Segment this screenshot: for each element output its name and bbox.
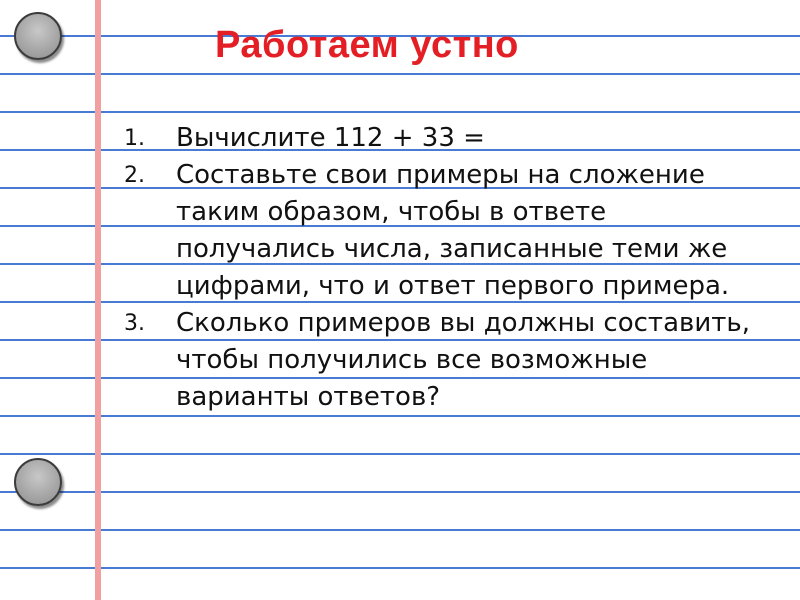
task-number: 1. xyxy=(124,126,145,151)
task-item xyxy=(120,120,770,157)
task-text: Вычислите 112 + 33 = xyxy=(176,123,485,153)
task-item xyxy=(120,305,770,416)
slide-title: Работаем устно xyxy=(215,24,519,66)
binder-hole-icon xyxy=(14,458,62,506)
binder-hole-icon xyxy=(14,12,62,60)
task-list xyxy=(120,120,770,416)
task-number: 3. xyxy=(124,311,145,336)
task-text: Составьте свои примеры на сложение таким образом, чтобы в ответе получались числа, записанные теми же цифрами, что и ответ первого примера. xyxy=(176,160,730,301)
task-item xyxy=(120,157,770,305)
task-text: Сколько примеров вы должны составить, чтобы получились все возможные варианты ответов? xyxy=(176,308,750,412)
task-number: 2. xyxy=(124,163,145,188)
margin-line xyxy=(95,0,101,600)
